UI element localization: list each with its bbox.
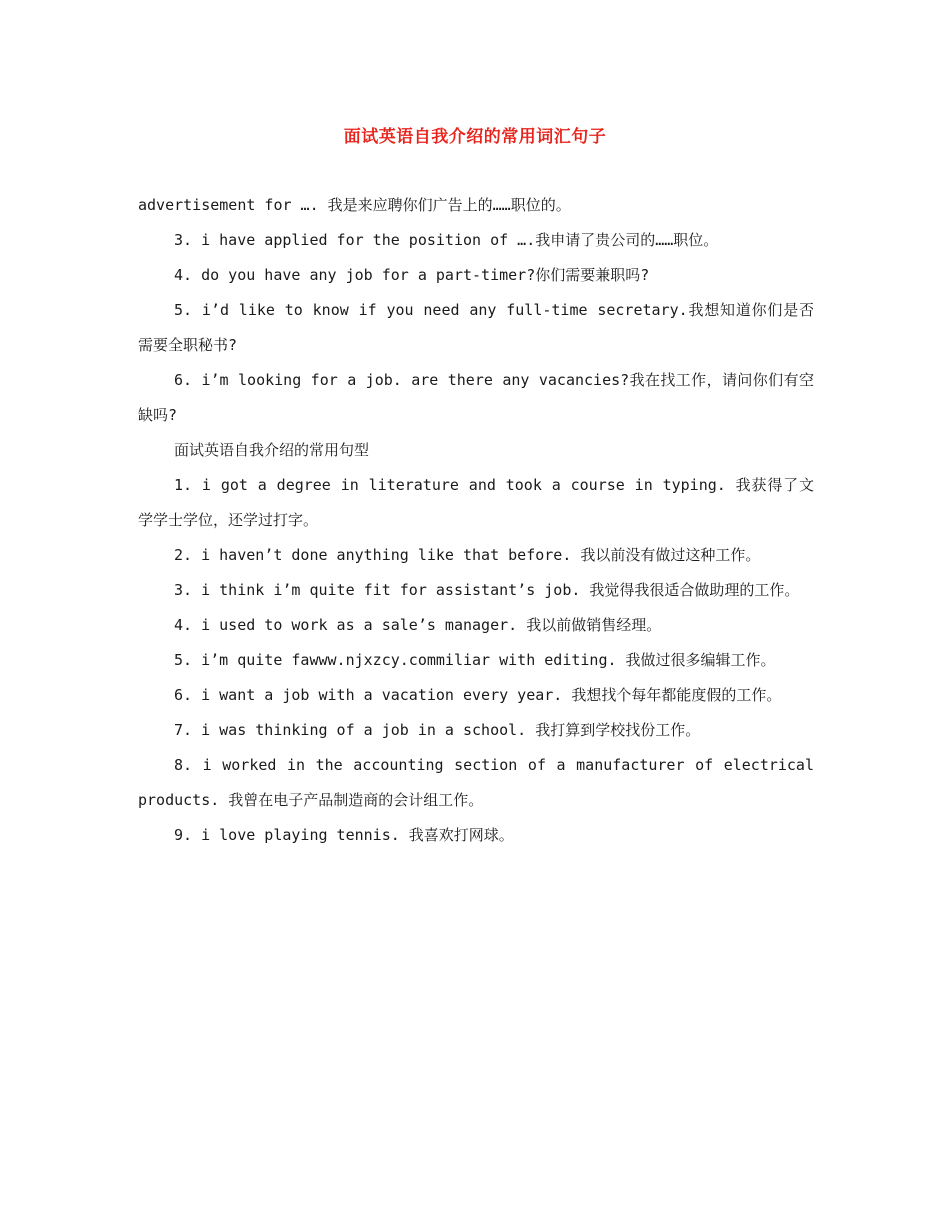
paragraph: 5. i’d like to know if you need any full-time secretary.我想知道你们是否需要全职秘书? xyxy=(138,301,814,354)
paragraph: 1. i got a degree in literature and took a course in typing. 我获得了文学学士学位，还学过打字。 xyxy=(138,476,814,529)
document-body xyxy=(138,188,814,853)
paragraph: 8. i worked in the accounting section of a manufacturer of electrical products. 我曾在电子产品制造商的会计组工作。 xyxy=(138,756,814,809)
paragraph: 6. i want a job with a vacation every year. 我想找个每年都能度假的工作。 xyxy=(174,686,782,704)
paragraph: advertisement for …. 我是来应聘你们广告上的……职位的。 xyxy=(138,196,571,214)
paragraph: 4. do you have any job for a part-timer?你们需要兼职吗? xyxy=(174,266,650,284)
paragraph: 9. i love playing tennis. 我喜欢打网球。 xyxy=(174,826,514,844)
paragraph: 6. i’m looking for a job. are there any vacancies?我在找工作，请问你们有空缺吗? xyxy=(138,371,814,424)
paragraph: 5. i’m quite fawww.njxzcy.commiliar with editing. 我做过很多编辑工作。 xyxy=(174,651,776,669)
paragraph: 4. i used to work as a sale’s manager. 我以前做销售经理。 xyxy=(174,616,662,634)
paragraph: 3. i think i’m quite fit for assistant’s job. 我觉得我很适合做助理的工作。 xyxy=(174,581,800,599)
paragraph: 3. i have applied for the position of ….我申请了贵公司的……职位。 xyxy=(174,231,719,249)
paragraph: 2. i haven’t done anything like that before. 我以前没有做过这种工作。 xyxy=(174,546,761,564)
section-heading: 面试英语自我介绍的常用句型 xyxy=(174,441,370,459)
document-title: 面试英语自我介绍的常用词汇句子 xyxy=(343,127,607,147)
paragraph: 7. i was thinking of a job in a school. 我打算到学校找份工作。 xyxy=(174,721,701,739)
